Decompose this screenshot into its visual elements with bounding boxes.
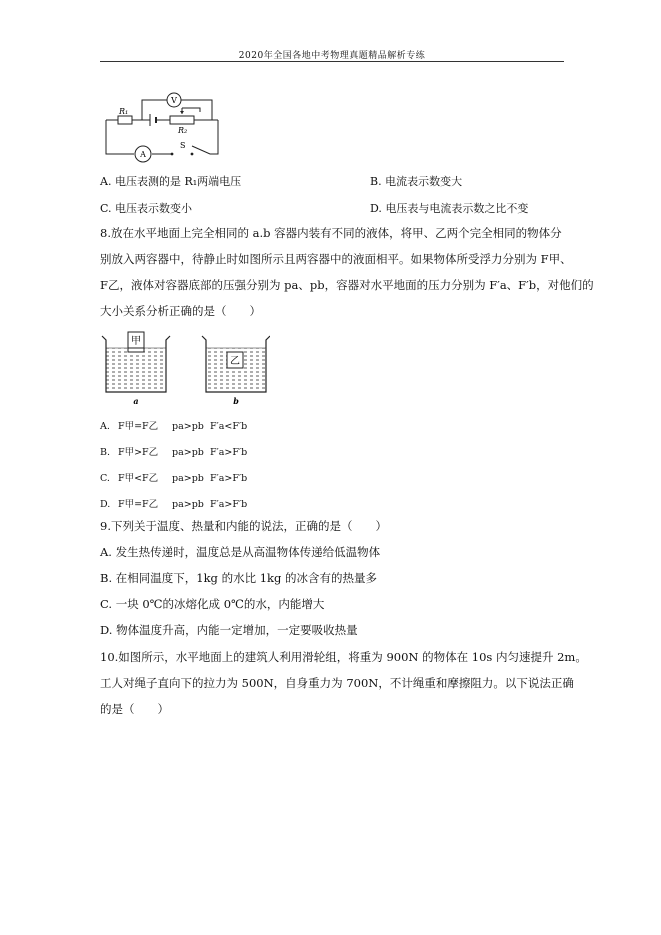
r2-label: R₂	[178, 126, 188, 135]
container-b	[202, 336, 270, 406]
q7-option-d: D. 电压表与电流表示数之比不变	[370, 202, 529, 215]
block-yi-label: 乙	[230, 356, 240, 367]
q8-option-b: B. F甲>F乙 pa>pb F′a>F′b	[100, 447, 248, 458]
page-header: 2020年全国各地中考物理真题精品解析专练	[238, 51, 426, 61]
container-a	[102, 332, 170, 406]
q8-option-d: D. F甲=F乙 pa>pb F′a>F′b	[100, 499, 248, 510]
q10-line-3: 的是（ ）	[100, 702, 169, 716]
switch-label: S	[180, 141, 186, 150]
resistor-r2	[170, 116, 194, 124]
q9-option-a: A. 发生热传递时，温度总是从高温物体传递给低温物体	[100, 545, 381, 559]
header-rule	[100, 61, 564, 62]
q9-option-d: D. 物体温度升高，内能一定增加，一定要吸收热量	[100, 623, 358, 637]
q8-option-c: C. F甲<F乙 pa>pb F′a>F′b	[100, 473, 248, 484]
resistor-r1	[118, 116, 132, 124]
containers-figure	[100, 330, 270, 406]
voltmeter-label: V	[171, 96, 177, 105]
q10-line-1: 10.如图所示，水平地面上的建筑人利用滑轮组，将重为 900N 的物体在 10s 内匀速提升 2m。	[100, 650, 587, 664]
q9-stem: 9.下列关于温度、热量和内能的说法，正确的是（ ）	[100, 519, 387, 533]
q8-option-a: A. F甲=F乙 pa>pb F′a<F′b	[100, 421, 248, 432]
container-a-label: a	[133, 396, 139, 406]
block-jia-label: 甲	[131, 336, 141, 347]
circuit-diagram	[100, 88, 225, 168]
ammeter-label: A	[140, 150, 146, 159]
q9-option-b: B. 在相同温度下，1kg 的水比 1kg 的冰含有的热量多	[100, 571, 378, 585]
q8-line-1: 8.放在水平地面上完全相同的 a.b 容器内装有不同的液体，将甲、乙两个完全相同的物体分	[100, 226, 562, 240]
q7-option-c: C. 电压表示数变小	[100, 202, 193, 215]
q8-line-3: F乙，液体对容器底部的压强分别为 pa、pb，容器对水平地面的压力分别为 F′a、F′b，对他们的	[100, 278, 594, 292]
r1-label: R₁	[119, 107, 129, 116]
q10-line-2: 工人对绳子直向下的拉力为 500N，自身重力为 700N，不计绳重和摩擦阻力。以下说法正确	[100, 676, 574, 690]
q9-option-c: C. 一块 0℃的冰熔化成 0℃的水，内能增大	[100, 597, 325, 611]
container-b-label: b	[233, 396, 239, 406]
q7-option-b: B. 电流表示数变大	[370, 175, 463, 188]
q7-option-a: A. 电压表测的是 R₁两端电压	[100, 175, 242, 188]
q8-line-4: 大小关系分析正确的是（ ）	[100, 304, 261, 318]
q8-line-2: 别放入两容器中，待静止时如图所示且两容器中的液面相平。如果物体所受浮力分别为 F甲、	[100, 252, 572, 266]
battery-icon	[150, 114, 156, 126]
